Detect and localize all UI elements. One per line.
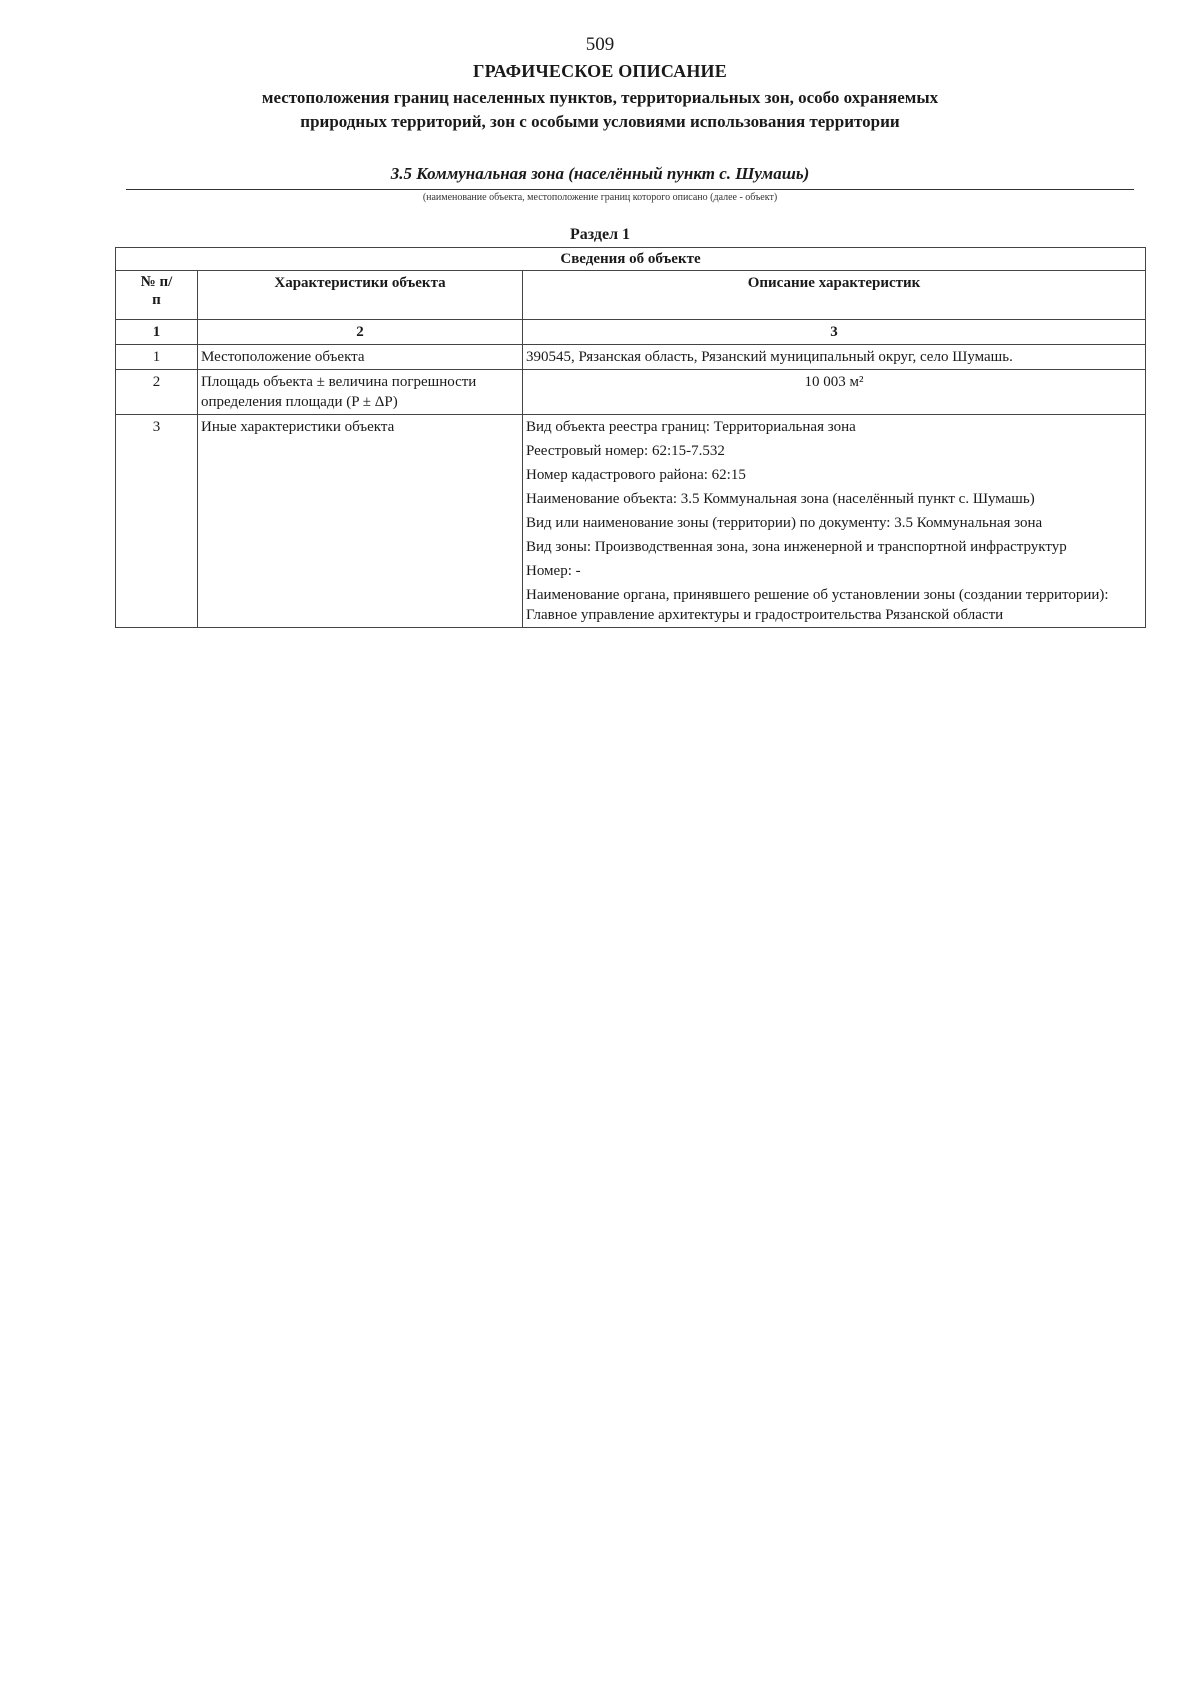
column-number-2: 2	[198, 320, 523, 345]
document-title: ГРАФИЧЕСКОЕ ОПИСАНИЕ	[473, 61, 727, 81]
header-characteristic: Характеристики объекта	[198, 271, 523, 320]
row-number: 3	[116, 415, 198, 628]
table-header-row	[116, 271, 1146, 320]
description-line: Номер: -	[526, 563, 581, 579]
row-number: 1	[116, 345, 198, 370]
description-line: 390545, Рязанская область, Рязанский муниципальный округ, село Шумашь.	[526, 349, 1013, 365]
object-name: 3.5 Коммунальная зона (населённый пункт с. Шумашь)	[390, 164, 810, 183]
object-name-underline	[126, 189, 1134, 190]
table-caption: Сведения об объекте	[116, 248, 1146, 271]
description-line: Вид или наименование зоны (территории) по документу: 3.5 Коммунальная зона	[526, 515, 1043, 531]
table-caption-row	[116, 248, 1146, 271]
table-row	[116, 415, 1146, 628]
description-line: Реестровый номер: 62:15-7.532	[526, 443, 725, 459]
column-number-3: 3	[523, 320, 1146, 345]
row-number: 2	[116, 370, 198, 415]
section-title: Раздел 1	[569, 226, 631, 243]
row-characteristic: Площадь объекта ± величина погрешности определения площади (P ± ΔP)	[198, 370, 523, 415]
description-line: Вид объекта реестра границ: Территориальная зона	[526, 419, 856, 435]
header-number-label: № п/п	[140, 274, 173, 308]
description-line: Наименование органа, принявшего решение об установлении зоны (создании территории): Главное управление архитектуры и градостроительства Рязанской области	[526, 587, 1109, 623]
column-number-row	[116, 320, 1146, 345]
table-row	[116, 370, 1146, 415]
row-characteristic: Иные характеристики объекта	[198, 415, 523, 628]
object-name-caption: (наименование объекта, местоположение границ которого описано (далее - объект)	[422, 192, 778, 203]
row-description	[523, 345, 1146, 370]
header-number	[116, 271, 198, 320]
row-characteristic: Местоположение объекта	[198, 345, 523, 370]
area-value: 10 003 м²	[804, 374, 864, 390]
header-description: Описание характеристик	[523, 271, 1146, 320]
description-line: Номер кадастрового района: 62:15	[526, 467, 746, 483]
object-info-table	[115, 247, 1146, 628]
column-number-1: 1	[116, 320, 198, 345]
row-description	[523, 415, 1146, 628]
row-description	[523, 370, 1146, 415]
table-row	[116, 345, 1146, 370]
document-subtitle: местоположения границ населенных пунктов, территориальных зон, особо охраняемых природных территорий, зон с особыми условиями использования территории	[261, 88, 939, 131]
page-number: 509	[585, 34, 615, 55]
description-line: Наименование объекта: 3.5 Коммунальная зона (населённый пункт с. Шумашь)	[526, 491, 1035, 507]
description-line: Вид зоны: Производственная зона, зона инженерной и транспортной инфраструктур	[526, 539, 1067, 555]
